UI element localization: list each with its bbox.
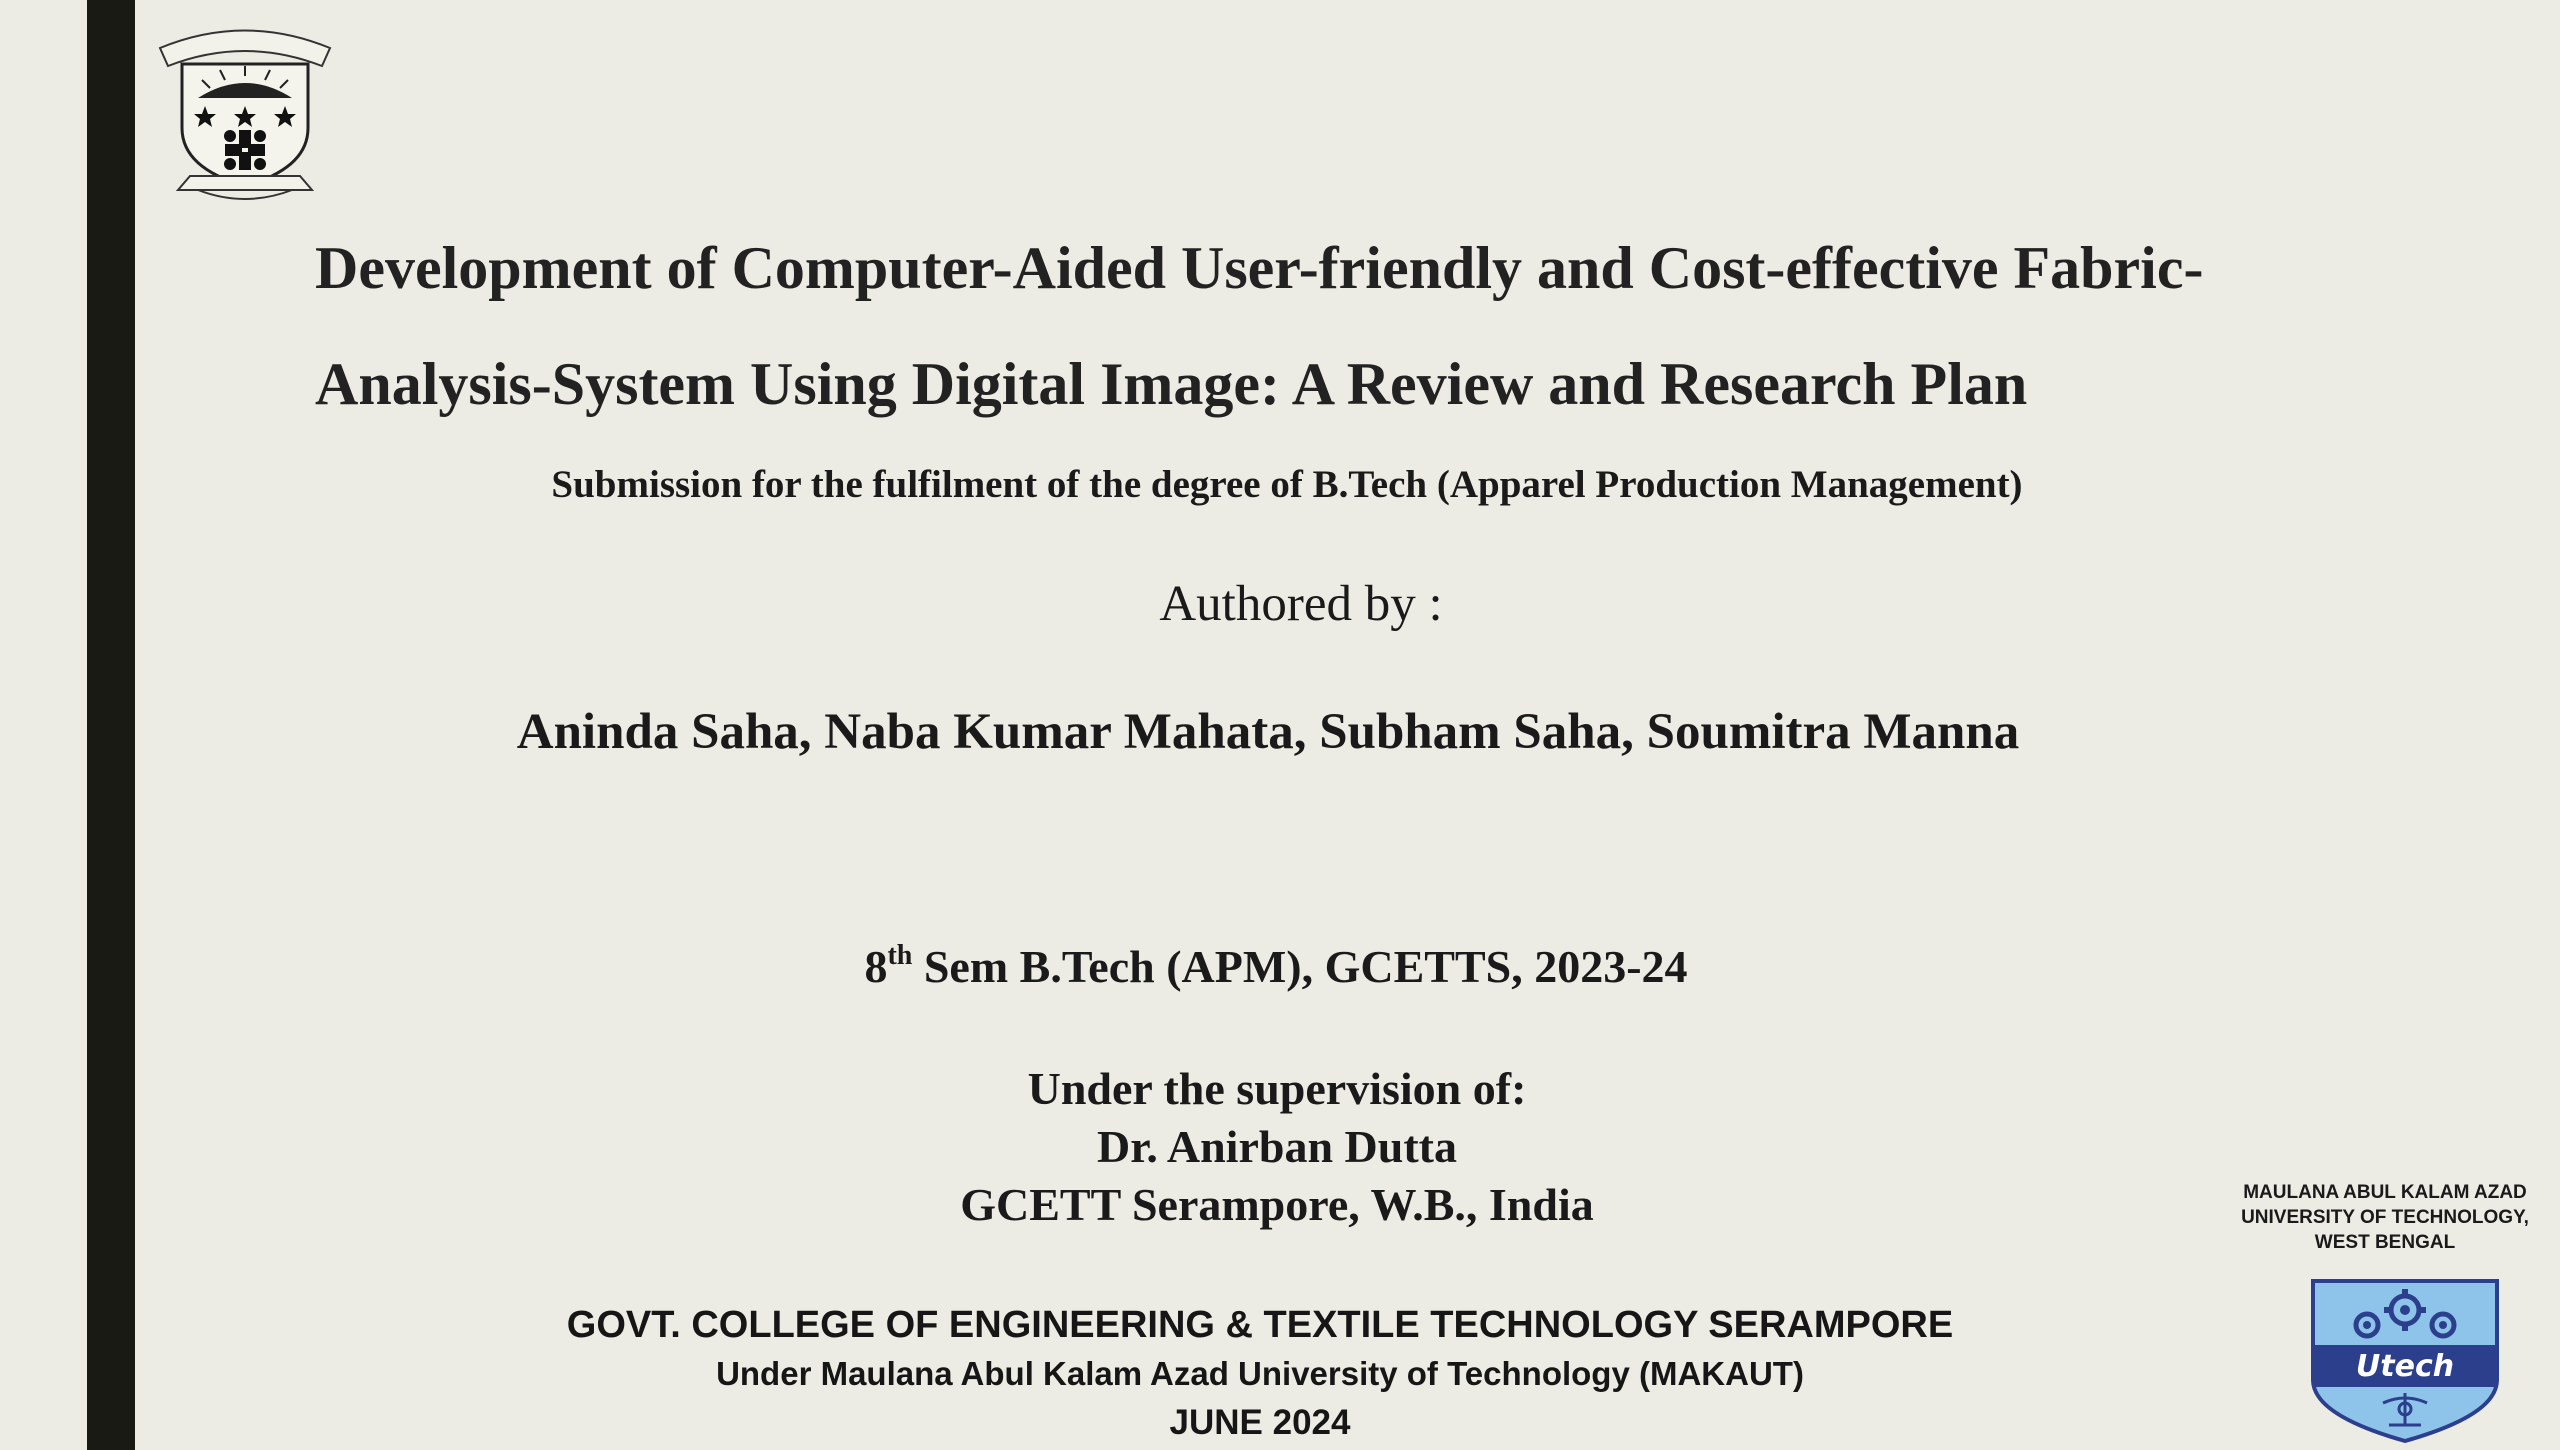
semester-superscript: th (887, 940, 913, 971)
submission-date: JUNE 2024 (1169, 1403, 1351, 1442)
supervision-heading: Under the supervision of: (1027, 1063, 1527, 1114)
semester-line (0, 940, 2556, 993)
college-name: GOVT. COLLEGE OF ENGINEERING & TEXTILE TECHNOLOGY SERAMPORE (566, 1304, 1954, 1346)
authored-by-label: Authored by : (1159, 576, 1443, 632)
college-affiliation: Under Maulana Abul Kalam Azad University of Technology (MAKAUT) (716, 1355, 1804, 1392)
title-line-1: Development of Computer-Aided User-friendly and Cost-effective Fabric- (315, 235, 2204, 301)
presentation-title (315, 210, 2515, 442)
semester-number: 8 (864, 941, 888, 992)
supervisor-name: Dr. Anirban Dutta (1097, 1121, 1457, 1172)
utech-shield-logo (2305, 1275, 2505, 1445)
utech-logo-text: Utech (2355, 1349, 2455, 1384)
authors-list: Aninda Saha, Naba Kumar Mahata, Subham Saha, Soumitra Manna (516, 704, 2020, 760)
college-footer (0, 1300, 2520, 1448)
title-line-2: Analysis-System Using Digital Image: A Review and Research Plan (315, 351, 2028, 417)
university-name (2215, 1180, 2555, 1255)
university-name-line-1: MAULANA ABUL KALAM AZAD (2243, 1182, 2527, 1203)
university-name-line-2: UNIVERSITY OF TECHNOLOGY, (2241, 1207, 2529, 1228)
semester-text: Sem B.Tech (APM), GCETTS, 2023-24 (912, 941, 1688, 992)
college-crest-logo (150, 18, 340, 200)
university-name-line-3: WEST BENGAL (2314, 1232, 2456, 1253)
submission-line: Submission for the fulfilment of the degree of B.Tech (Apparel Production Management) (551, 463, 2023, 506)
supervisor-affiliation: GCETT Serampore, W.B., India (960, 1179, 1594, 1230)
supervision-block (0, 1060, 2557, 1234)
